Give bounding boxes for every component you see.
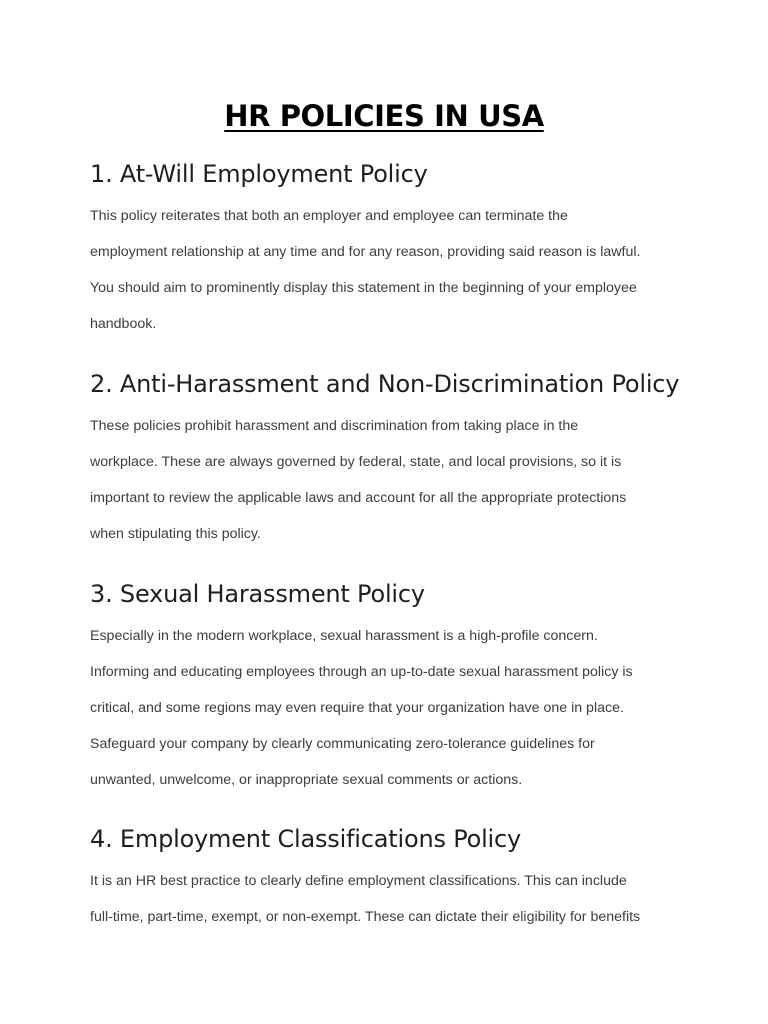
- paragraph-line: These policies prohibit harassment and discrimination from taking place in the: [90, 418, 579, 434]
- document-title: HR POLICIES IN USA: [224, 99, 544, 133]
- section-heading: 4. Employment Classifications Policy: [90, 825, 522, 853]
- paragraph-line: workplace. These are always governed by federal, state, and local provisions, so it is: [90, 454, 622, 470]
- policy-section-anti-harassment: [90, 368, 690, 552]
- paragraph-line: handbook.: [90, 316, 157, 332]
- paragraph-line: unwanted, unwelcome, or inappropriate sexual comments or actions.: [90, 772, 523, 788]
- section-heading: 3. Sexual Harassment Policy: [90, 580, 425, 608]
- section-paragraph: [90, 863, 690, 935]
- section-paragraph: [90, 198, 690, 342]
- paragraph-line: when stipulating this policy.: [90, 526, 261, 542]
- policy-section-employment-classifications: [90, 823, 690, 935]
- paragraph-line: This policy reiterates that both an employer and employee can terminate the: [90, 208, 568, 224]
- paragraph-line: It is an HR best practice to clearly define employment classifications. This can include: [90, 873, 627, 889]
- paragraph-line: You should aim to prominently display this statement in the beginning of your employee: [90, 280, 637, 296]
- policy-section-sexual-harassment: [90, 578, 690, 798]
- paragraph-line: Safeguard your company by clearly communicating zero-tolerance guidelines for: [90, 736, 595, 752]
- section-heading: 1. At-Will Employment Policy: [90, 160, 428, 188]
- policy-section-at-will: [90, 158, 690, 342]
- paragraph-line: Especially in the modern workplace, sexual harassment is a high-profile concern.: [90, 628, 598, 644]
- section-paragraph: [90, 408, 690, 552]
- paragraph-line: critical, and some regions may even require that your organization have one in place.: [90, 700, 624, 716]
- paragraph-line: employment relationship at any time and for any reason, providing said reason is lawful.: [90, 244, 641, 260]
- paragraph-line: Informing and educating employees through an up-to-date sexual harassment policy is: [90, 664, 633, 680]
- paragraph-line: important to review the applicable laws and account for all the appropriate protections: [90, 490, 627, 506]
- paragraph-line: full-time, part-time, exempt, or non-exempt. These can dictate their eligibility for benefits: [90, 909, 641, 925]
- section-heading: 2. Anti-Harassment and Non-Discrimination Policy: [90, 370, 680, 398]
- section-paragraph: [90, 618, 690, 798]
